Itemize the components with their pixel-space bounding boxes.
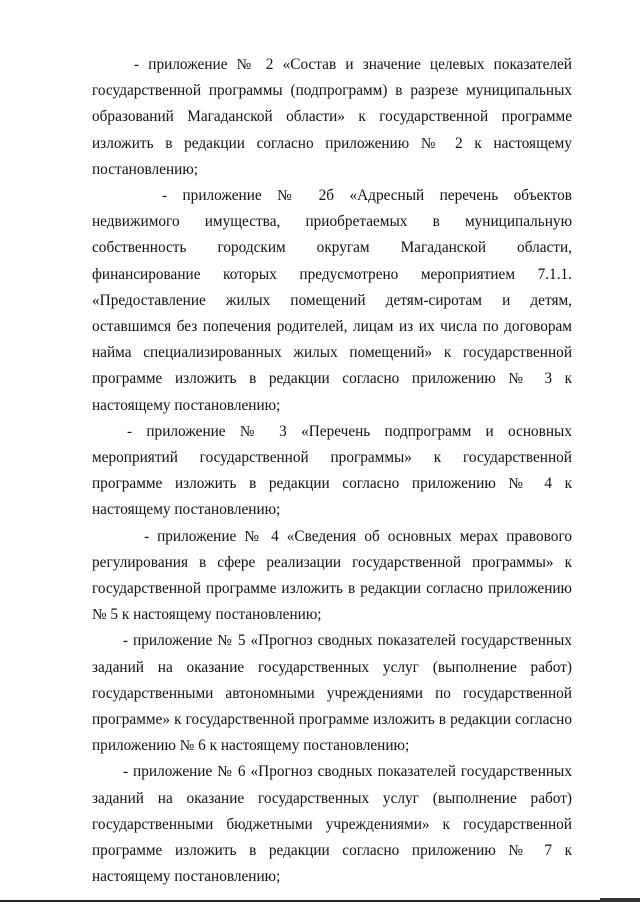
paragraph-appendix-2: - приложение № 2 «Состав и значение целевых показателей государственной программы (подпрограмм) в разрезе муниципальных образований Магаданской области» к государственной программе изложить в редакции согласно приложению № 2 к настоящему постановлению; bbox=[92, 56, 572, 178]
scan-corner-mark bbox=[600, 898, 640, 902]
paragraph-appendix-3: - приложение № 3 «Перечень подпрограмм и основных мероприятий государственной программы» к государственной программе изложить в редакции согласно приложению № 4 к настоящему постановлению; bbox=[92, 422, 572, 519]
paragraph-appendix-6: - приложение № 6 «Прогноз сводных показателей государственных заданий на оказание государственных услуг (выполнение работ) государственными бюджетными учреждениями» к государственной программе изложить в редакции согласно приложению № 7 к настоящему постановлению; bbox=[92, 763, 572, 886]
document-body bbox=[92, 52, 572, 891]
paragraph-appendix-2b: - приложение № 2б «Адресный перечень объектов недвижимого имущества, приобретаемых в муниципальную собственность городским округам Магаданской области, финансирование которых предусмотрено мероприятием 7.1.1. «Предоставление жилых помещений детям-сиротам и детям, оставшимся без попечения родителей, лицам из их числа по договорам найма специализированных жилых помещений» к государственной программе изложить в редакции согласно приложению № 3 к настоящему постановлению; bbox=[92, 187, 572, 414]
scan-bottom-edge bbox=[0, 900, 640, 902]
paragraph-appendix-5: - приложение № 5 «Прогноз сводных показателей государственных заданий на оказание государственных услуг (выполнение работ) государственными автономными учреждениями по государственной программе» к государственной программе изложить в редакции согласно приложению № 6 к настоящему постановлению; bbox=[92, 632, 572, 755]
paragraph-appendix-4: - приложение № 4 «Сведения об основных мерах правового регулирования в сфере реализации государственной программы» к государственной программе изложить в редакции согласно приложению № 5 к настоящему постановлению; bbox=[92, 527, 572, 624]
